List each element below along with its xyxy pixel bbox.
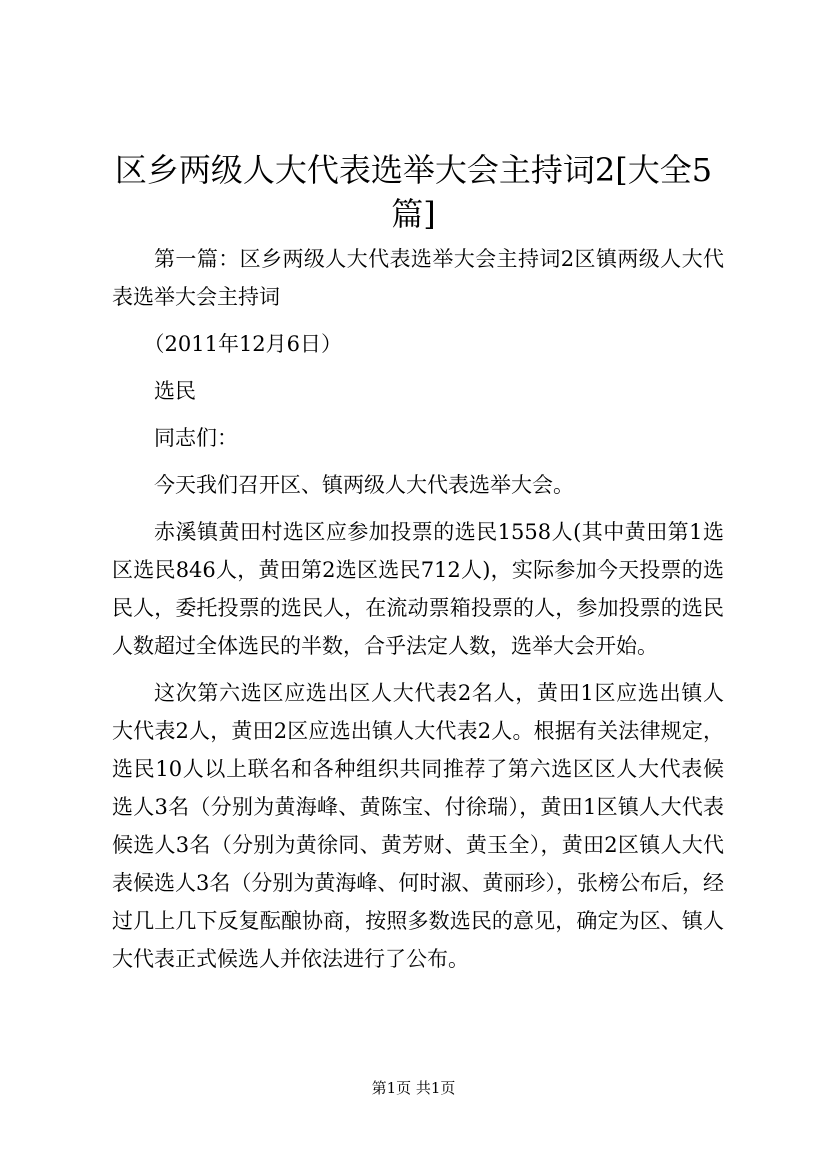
paragraph-candidates: 这次第六选区应选出区人大代表2名人，黄田1区应选出镇人大代表2人，黄田2区应选出镇人大代表2人。根据有关法律规定，选民10人以上联名和各种组织共同推荐了第六选区区人大代表候选人3名（分别为黄海峰、黄陈宝、付徐瑞），黄田1区镇人大代表候选人3名（分别为黄徐同、黄芳财、黄玉全），黄田2区镇人大代表候选人3名（分别为黄海峰、何时淑、黄丽珍），张榜公布后，经过几上几下反复酝酿协商，按照多数选民的意见，确定为区、镇人大代表正式候选人并依法进行了公布。 — [112, 681, 724, 971]
page-footer: 第1页 共1页 — [371, 1079, 456, 1097]
paragraph-attendance: 赤溪镇黄田村选区应参加投票的选民1558人(其中黄田第1选区选民846人，黄田第2选区选民712人)，实际参加今天投票的选民人，委托投票的选民人，在流动票箱投票的人，参加投票的选民人数超过全体选民的半数，合乎法定人数，选举大会开始。 — [112, 520, 724, 658]
paragraph-voters: 选民 — [154, 379, 196, 403]
document-body — [112, 240, 724, 987]
paragraph-greeting: 同志们： — [154, 426, 238, 450]
document-title: 区乡两级人大代表选举大会主持词2[大全5篇] — [114, 151, 713, 233]
paragraph-opening: 今天我们召开区、镇两级人大代表选举大会。 — [154, 473, 574, 497]
paragraph-heading: 第一篇：区乡两级人大代表选举大会主持词2区镇两级人大代表选举大会主持词 — [112, 247, 724, 309]
paragraph-date: （2011年12月6日） — [143, 332, 343, 356]
